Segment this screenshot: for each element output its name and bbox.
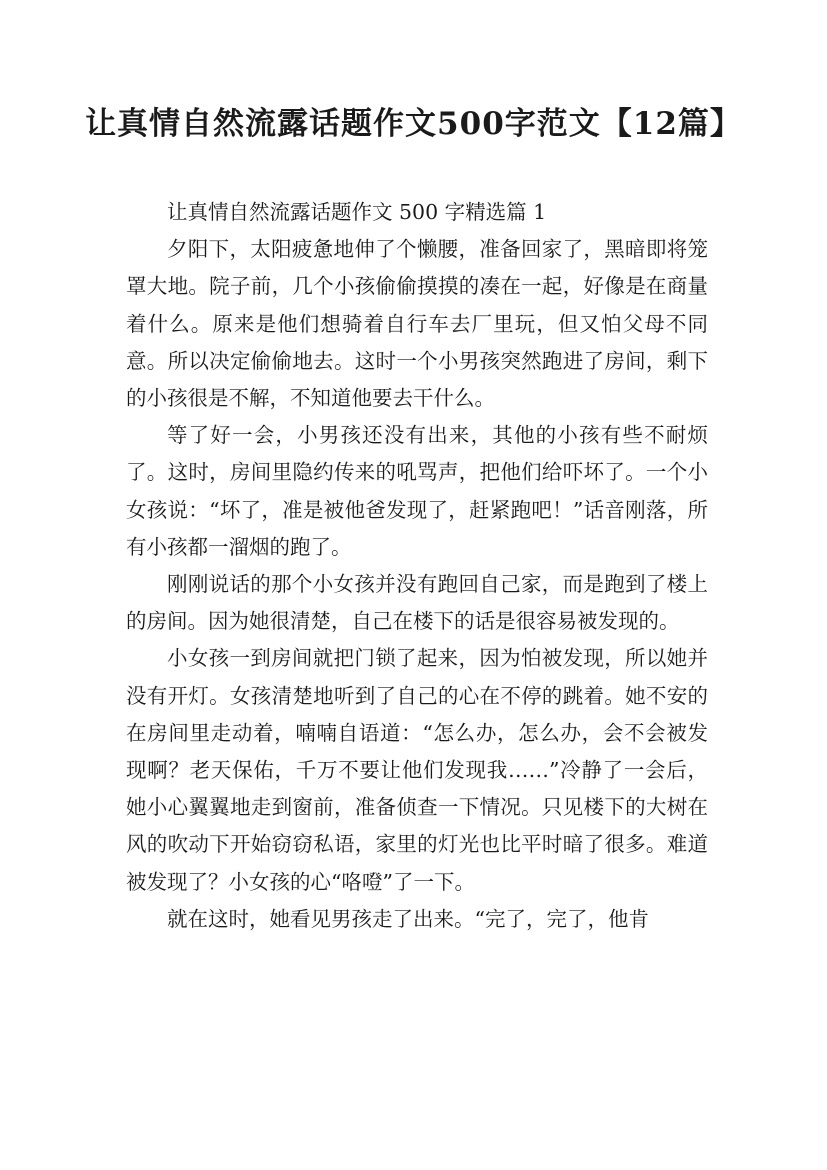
body-paragraph: 等了好一会，小男孩还没有出来，其他的小孩有些不耐烦了。这时，房间里隐约传来的吼骂声，把他们给吓坏了。一个小女孩说：“坏了，准是被他爸发现了，赶紧跑吧！”话音刚落，所有小孩都一溜烟的跑了。 — [126, 423, 708, 559]
document-body — [126, 194, 708, 938]
document-title: 让真情自然流露话题作文500字范文【12篇】 — [85, 106, 742, 142]
body-paragraph: 刚刚说话的那个小女孩并没有跑回自己家，而是跑到了楼上的房间。因为她很清楚，自己在楼下的话是很容易被发现的。 — [126, 572, 708, 634]
body-paragraph: 小女孩一到房间就把门锁了起来，因为怕被发现，所以她并没有开灯。女孩清楚地听到了自己的心在不停的跳着。她不安的在房间里走动着，喃喃自语道：“怎么办，怎么办，会不会被发现啊？老天保佑，千万不要让他们发现我……”冷静了一会后，她小心翼翼地走到窗前，准备侦查一下情况。只见楼下的大树在风的吹动下开始窃窃私语，家里的灯光也比平时暗了很多。难道被发现了？小女孩的心“咯噔”了一下。 — [126, 646, 708, 894]
section-heading: 让真情自然流露话题作文 500 字精选篇 1 — [167, 200, 547, 224]
body-paragraph: 夕阳下，太阳疲惫地伸了个懒腰，准备回家了，黑暗即将笼罩大地。院子前，几个小孩偷偷摸摸的凑在一起，好像是在商量着什么。原来是他们想骑着自行车去厂里玩，但又怕父母不同意。所以决定偷偷地去。这时一个小男孩突然跑进了房间，剩下的小孩很是不解，不知道他要去干什么。 — [126, 237, 708, 411]
body-paragraph: 就在这时，她看见男孩走了出来。“完了，完了，他肯 — [167, 906, 649, 931]
